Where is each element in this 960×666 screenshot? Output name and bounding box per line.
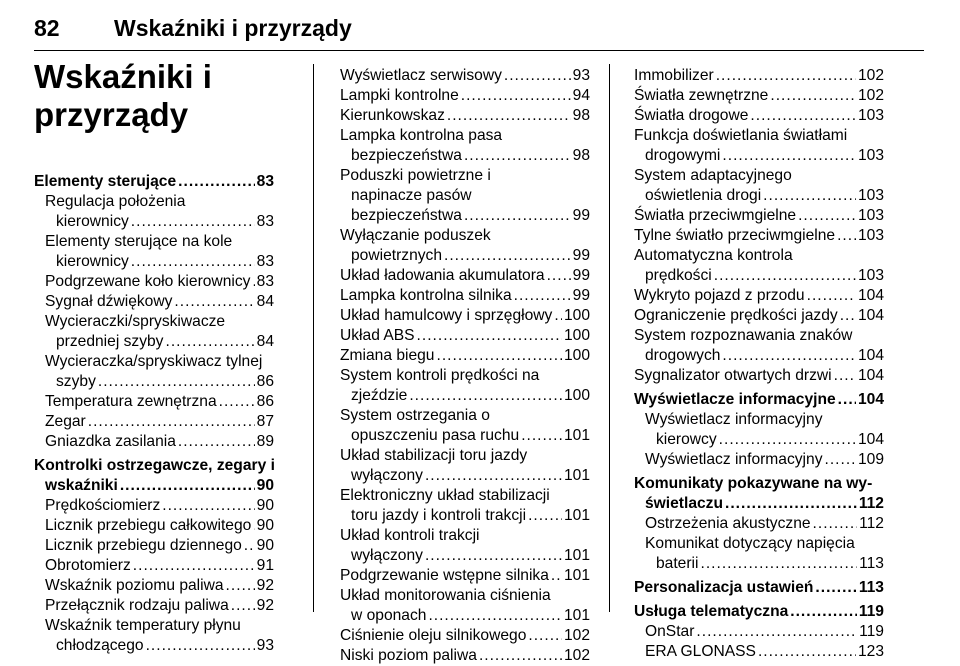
toc-entry-text: Kontrolki ostrzegawcze, zegary i xyxy=(34,457,275,474)
toc-entry[interactable] xyxy=(634,126,884,166)
dot-leader xyxy=(447,106,571,126)
toc-entry[interactable] xyxy=(34,516,274,536)
toc-page-number: 100 xyxy=(563,347,590,364)
toc-chapter-entry[interactable] xyxy=(34,172,274,192)
toc-entry-text: Wyświetlacz serwisowy xyxy=(340,67,502,84)
dot-leader xyxy=(425,546,562,566)
dot-leader xyxy=(244,536,255,556)
toc-entry[interactable] xyxy=(634,286,884,306)
toc-entry-text: Wyłączanie poduszek xyxy=(340,227,491,244)
toc-entry-text: drogowych xyxy=(645,347,721,364)
toc-entry-text: Układ ładowania akumulatora xyxy=(340,267,545,284)
toc-entry-text: Wyświetlacz informacyjny xyxy=(645,411,823,428)
dot-leader xyxy=(88,412,255,432)
toc-entry-text: Podgrzewane koło kierownicy xyxy=(45,273,251,290)
toc-entry-text: Licznik przebiegu całkowitego xyxy=(45,517,252,534)
toc-entry[interactable] xyxy=(340,566,590,586)
toc-entry[interactable] xyxy=(34,192,274,232)
toc-entry[interactable] xyxy=(34,432,274,452)
toc-page-number: 101 xyxy=(563,567,590,584)
dot-leader xyxy=(722,346,856,366)
toc-entry[interactable] xyxy=(340,66,590,86)
toc-page-number: 86 xyxy=(256,393,274,410)
dot-leader xyxy=(750,106,856,126)
toc-entry-text: Lampka kontrolna pasa xyxy=(340,127,503,144)
toc-entry-text: prędkości xyxy=(645,267,712,284)
toc-page-number: 92 xyxy=(256,577,274,594)
toc-page-number: 90 xyxy=(256,537,274,554)
dot-leader xyxy=(219,392,255,412)
toc-page-number: 101 xyxy=(563,427,590,444)
dot-leader xyxy=(758,642,856,662)
toc-page-number: 103 xyxy=(857,107,884,124)
toc-page-number: 99 xyxy=(572,267,590,284)
toc-page-number: 104 xyxy=(857,367,884,384)
toc-entry[interactable] xyxy=(340,106,590,126)
toc-entry[interactable] xyxy=(340,646,590,666)
toc-entry-text: drogowymi xyxy=(645,147,721,164)
toc-entry-text: Automatyczna kontrola xyxy=(634,247,793,264)
dot-leader xyxy=(178,172,254,192)
toc-entry-text: opuszczeniu pasa ruchu xyxy=(351,427,520,444)
toc-entry[interactable] xyxy=(340,166,590,226)
toc-page-number: 89 xyxy=(256,433,274,450)
toc-page-number: 90 xyxy=(256,517,274,534)
toc-entry[interactable] xyxy=(340,86,590,106)
toc-entry[interactable] xyxy=(340,626,590,646)
toc-entry[interactable] xyxy=(34,392,274,412)
toc-page-number: 103 xyxy=(857,207,884,224)
toc-entry-text: Wskaźnik temperatury płynu xyxy=(45,617,241,634)
dot-leader xyxy=(547,266,571,286)
dot-leader xyxy=(425,466,562,486)
toc-page-number: 91 xyxy=(256,557,274,574)
toc-entry-text: zjeździe xyxy=(351,387,408,404)
toc-entry[interactable] xyxy=(340,126,590,166)
dot-leader xyxy=(813,514,858,534)
toc-entry-text: wyłączony xyxy=(351,467,423,484)
toc-entry-text: Komunikat dotyczący napięcia xyxy=(645,535,855,552)
toc-page-number: 119 xyxy=(859,623,884,640)
toc-entry-text: szyby xyxy=(56,373,96,390)
toc-entry-text: Kierunkowskaz xyxy=(340,107,445,124)
toc-column-1 xyxy=(34,58,274,656)
dot-leader xyxy=(461,86,571,106)
toc-entry-text: ERA GLONASS xyxy=(645,643,756,660)
toc-entry[interactable] xyxy=(634,166,884,206)
dot-leader xyxy=(178,432,255,452)
dot-leader xyxy=(174,292,254,312)
toc-page-number: 123 xyxy=(857,643,884,660)
toc-entry-text: Elementy sterujące xyxy=(34,173,177,190)
toc-chapter-entry[interactable] xyxy=(634,602,884,622)
toc-page-number: 84 xyxy=(256,293,274,310)
toc-page-number: 98 xyxy=(572,107,590,124)
toc-entry[interactable] xyxy=(634,246,884,286)
toc-entry-text: Obrotomierz xyxy=(45,557,131,574)
toc-entry-text: kierownicy xyxy=(56,253,129,270)
dot-leader xyxy=(825,450,856,470)
toc-page-number: 112 xyxy=(859,515,884,532)
toc-entry-text: napinacze pasów xyxy=(351,187,472,204)
toc-entry[interactable] xyxy=(634,206,884,226)
toc-entry-text: Wskaźnik poziomu paliwa xyxy=(45,577,224,594)
toc-page-number: 102 xyxy=(857,87,884,104)
toc-entry[interactable] xyxy=(634,86,884,106)
toc-entry-text: Zegar xyxy=(45,413,86,430)
dot-leader xyxy=(714,266,856,286)
toc-page-number: 102 xyxy=(563,647,590,664)
dot-leader xyxy=(838,390,856,410)
dot-leader xyxy=(417,326,562,346)
toc-entry-text: Regulacja położenia xyxy=(45,193,186,210)
toc-entry[interactable] xyxy=(340,286,590,306)
dot-leader xyxy=(554,306,562,326)
dot-leader xyxy=(165,332,254,352)
column-divider xyxy=(313,64,314,612)
dot-leader xyxy=(444,246,571,266)
dot-leader xyxy=(719,430,856,450)
toc-entry[interactable] xyxy=(34,536,274,556)
toc-page-number: 101 xyxy=(563,507,590,524)
toc-entry-text: Zmiana biegu xyxy=(340,347,435,364)
toc-page-number: 104 xyxy=(857,347,884,364)
toc-entry-text: Podgrzewanie wstępne silnika xyxy=(340,567,549,584)
dot-leader xyxy=(504,66,571,86)
toc-entry-text: Gniazdka zasilania xyxy=(45,433,176,450)
dot-leader xyxy=(131,252,255,272)
toc-entry-text: bezpieczeństwa xyxy=(351,207,462,224)
toc-entry[interactable] xyxy=(634,622,884,642)
toc-entry[interactable] xyxy=(34,616,274,656)
toc-page-number: 87 xyxy=(256,413,274,430)
dot-leader xyxy=(464,146,571,166)
toc-entry-text: Układ stabilizacji toru jazdy xyxy=(340,447,528,464)
toc-entry[interactable] xyxy=(340,366,590,406)
toc-entry-text: Elementy sterujące na kole xyxy=(45,233,233,250)
toc-page-number: 104 xyxy=(857,431,884,448)
dot-leader xyxy=(226,576,255,596)
toc-entry[interactable] xyxy=(634,514,884,534)
dot-leader xyxy=(807,286,856,306)
toc-page-number: 83 xyxy=(256,213,274,230)
toc-page-number: 86 xyxy=(256,373,274,390)
toc-page-number: 113 xyxy=(858,579,884,596)
dot-leader xyxy=(98,372,255,392)
toc-entry-text: baterii xyxy=(656,555,699,572)
toc-entry-text: Tylne światło przeciwmgielne xyxy=(634,227,836,244)
toc-entry-text: Układ kontroli trakcji xyxy=(340,527,480,544)
toc-entry-text: Ograniczenie prędkości jazdy xyxy=(634,307,838,324)
toc-entry[interactable] xyxy=(340,486,590,526)
toc-entry[interactable] xyxy=(34,576,274,596)
toc-entry-text: Sygnał dźwiękowy xyxy=(45,293,173,310)
dot-leader xyxy=(763,186,856,206)
toc-page-number: 93 xyxy=(572,67,590,84)
toc-page-number: 100 xyxy=(563,387,590,404)
toc-entry[interactable] xyxy=(634,642,884,662)
toc-entry-text: System rozpoznawania znaków xyxy=(634,327,853,344)
toc-page-number: 104 xyxy=(857,307,884,324)
toc-entry-text: Immobilizer xyxy=(634,67,714,84)
dot-leader xyxy=(798,206,856,226)
dot-leader xyxy=(162,496,254,516)
toc-entry[interactable] xyxy=(634,534,884,574)
toc-entry-text: Wykryto pojazd z przodu xyxy=(634,287,805,304)
toc-entry[interactable] xyxy=(634,410,884,450)
toc-entry-text: Układ ABS xyxy=(340,327,415,344)
toc-entry-text: Światła przeciwmgielne xyxy=(634,207,797,224)
toc-entry-text: OnStar xyxy=(645,623,695,640)
dot-leader xyxy=(409,386,562,406)
toc-entry[interactable] xyxy=(340,446,590,486)
toc-page-number: 102 xyxy=(857,67,884,84)
toc-page-number: 98 xyxy=(572,147,590,164)
toc-chapter-entry[interactable] xyxy=(634,578,884,598)
toc-entry[interactable] xyxy=(634,226,884,246)
toc-page-number: 109 xyxy=(857,451,884,468)
toc-page-number: 94 xyxy=(572,87,590,104)
toc-page-number: 103 xyxy=(857,227,884,244)
toc-page-number: 103 xyxy=(857,267,884,284)
toc-entry[interactable] xyxy=(340,326,590,346)
dot-leader xyxy=(834,366,856,386)
toc-page-number: 100 xyxy=(563,307,590,324)
toc-entry-text: Prędkościomierz xyxy=(45,497,161,514)
toc-entry[interactable] xyxy=(34,352,274,392)
toc-page-number: 83 xyxy=(256,253,274,270)
dot-leader xyxy=(790,602,857,622)
toc-entry-text: Personalizacja ustawień xyxy=(634,579,814,596)
toc-entry-text: przedniej szyby xyxy=(56,333,164,350)
dot-leader xyxy=(521,426,562,446)
toc-page-number: 101 xyxy=(563,547,590,564)
dot-leader xyxy=(231,596,255,616)
toc-entry-text: Światła zewnętrzne xyxy=(634,87,769,104)
toc-page-number: 103 xyxy=(857,187,884,204)
toc-entry[interactable] xyxy=(34,272,274,292)
toc-page-number: 90 xyxy=(256,497,274,514)
toc-page-number: 90 xyxy=(256,477,274,494)
toc-entry[interactable] xyxy=(34,232,274,272)
page-number: 82 xyxy=(34,15,60,41)
toc-entry[interactable] xyxy=(340,226,590,266)
toc-entry-text: System ostrzegania o xyxy=(340,407,490,424)
toc-entry-text: Temperatura zewnętrzna xyxy=(45,393,217,410)
toc-entry[interactable] xyxy=(34,312,274,352)
toc-entry-text: Wycieraczki/spryskiwacze xyxy=(45,313,226,330)
page-header xyxy=(34,14,924,51)
toc-entry-text: System adaptacyjnego xyxy=(634,167,792,184)
dot-leader xyxy=(146,636,255,656)
toc-page-number: 99 xyxy=(572,207,590,224)
toc-page-number: 99 xyxy=(572,247,590,264)
toc-entry-text: Wyświetlacze informacyjne xyxy=(634,391,836,408)
toc-entry-text: chłodzącego xyxy=(56,637,144,654)
toc-chapter-entry[interactable] xyxy=(634,474,884,514)
toc-entry-text: Światła drogowe xyxy=(634,107,749,124)
toc-entry-text: Poduszki powietrzne i xyxy=(340,167,491,184)
toc-entry[interactable] xyxy=(634,106,884,126)
dot-leader xyxy=(436,346,561,366)
toc-entry-text: powietrznych xyxy=(351,247,443,264)
toc-entry-text: System kontroli prędkości na xyxy=(340,367,540,384)
toc-page-number: 100 xyxy=(563,327,590,344)
dot-leader xyxy=(131,212,255,232)
dot-leader xyxy=(464,206,571,226)
toc-page-number: 104 xyxy=(857,391,884,408)
toc-entry[interactable] xyxy=(634,66,884,86)
toc-entry[interactable] xyxy=(340,266,590,286)
dot-leader xyxy=(815,578,856,598)
toc-entry-text: świetlaczu xyxy=(645,495,723,512)
dot-leader xyxy=(514,286,571,306)
toc-chapter-entry[interactable] xyxy=(634,390,884,410)
toc-entry-text: Sygnalizator otwartych drzwi xyxy=(634,367,832,384)
dot-leader xyxy=(528,506,562,526)
toc-page-number: 93 xyxy=(256,637,274,654)
column-divider xyxy=(609,64,610,612)
toc-page-number: 101 xyxy=(563,607,590,624)
dot-leader xyxy=(120,476,255,496)
toc-page-number: 101 xyxy=(563,467,590,484)
toc-entry[interactable] xyxy=(340,306,590,326)
toc-entry[interactable] xyxy=(34,556,274,576)
dot-leader xyxy=(253,516,254,536)
section-title: Wskaźniki i przyrządy xyxy=(114,15,352,41)
toc-page-number: 112 xyxy=(858,495,884,512)
toc-entry-text: Usługa telematyczna xyxy=(634,603,789,620)
toc-page-number: 104 xyxy=(857,287,884,304)
toc-entry[interactable] xyxy=(34,412,274,432)
dot-leader xyxy=(528,626,562,646)
toc-entry-text: Ostrzeżenia akustyczne xyxy=(645,515,811,532)
toc-page-number: 83 xyxy=(256,273,274,290)
toc-entry[interactable] xyxy=(634,450,884,470)
dot-leader xyxy=(428,606,562,626)
dot-leader xyxy=(716,66,856,86)
toc-entry[interactable] xyxy=(340,346,590,366)
toc-entry-text: Funkcja doświetlania światłami xyxy=(634,127,848,144)
toc-column-3 xyxy=(634,66,884,662)
toc-page-number: 83 xyxy=(256,173,274,190)
toc-entry[interactable] xyxy=(634,326,884,366)
toc-entry-text: kierownicy xyxy=(56,213,129,230)
toc-entry[interactable] xyxy=(634,366,884,386)
dot-leader xyxy=(722,146,856,166)
dot-leader xyxy=(837,226,856,246)
toc-entry-text: Układ monitorowania ciśnienia xyxy=(340,587,551,604)
toc-entry-text: Ciśnienie oleju silnikowego xyxy=(340,627,527,644)
toc-page-number: 102 xyxy=(563,627,590,644)
toc-entry-text: wskaźniki xyxy=(45,477,118,494)
toc-entry-text: Lampki kontrolne xyxy=(340,87,459,104)
dot-leader xyxy=(770,86,856,106)
toc-entry-text: wyłączony xyxy=(351,547,423,564)
toc-entry-text: kierowcy xyxy=(656,431,717,448)
toc-entry[interactable] xyxy=(340,526,590,566)
toc-entry-text: toru jazdy i kontroli trakcji xyxy=(351,507,527,524)
dot-leader xyxy=(479,646,562,666)
toc-column-2 xyxy=(340,66,590,666)
toc-entry[interactable] xyxy=(34,496,274,516)
toc-entry-text: Niski poziom paliwa xyxy=(340,647,477,664)
dot-leader xyxy=(252,272,254,292)
dot-leader xyxy=(133,556,255,576)
toc-page-number: 103 xyxy=(857,147,884,164)
toc-entry-text: Lampka kontrolna silnika xyxy=(340,287,512,304)
dot-leader xyxy=(700,554,857,574)
dot-leader xyxy=(551,566,562,586)
toc-page-number: 92 xyxy=(256,597,274,614)
toc-page-number: 99 xyxy=(572,287,590,304)
dot-leader xyxy=(696,622,857,642)
chapter-title: Wskaźniki i przyrządy xyxy=(34,58,212,133)
toc-entry-text: Komunikaty pokazywane na wy- xyxy=(634,475,873,492)
toc-chapter-entry[interactable] xyxy=(34,456,274,496)
toc-entry-text: Wycieraczka/spryskiwacz tylnej xyxy=(45,353,263,370)
toc-page-number: 84 xyxy=(256,333,274,350)
toc-entry[interactable] xyxy=(34,292,274,312)
toc-page-number: 113 xyxy=(859,555,884,572)
dot-leader xyxy=(725,494,857,514)
toc-entry[interactable] xyxy=(340,586,590,626)
toc-entry-text: Wyświetlacz informacyjny xyxy=(645,451,823,468)
toc-entry-text: Układ hamulcowy i sprzęgłowy xyxy=(340,307,553,324)
toc-entry-text: bezpieczeństwa xyxy=(351,147,462,164)
toc-entry-text: Przełącznik rodzaju paliwa xyxy=(45,597,229,614)
toc-entry[interactable] xyxy=(34,596,274,616)
toc-entry-text: w oponach xyxy=(351,607,427,624)
toc-page-number: 119 xyxy=(858,603,884,620)
toc-entry[interactable] xyxy=(340,406,590,446)
dot-leader xyxy=(840,306,856,326)
toc-entry-text: Elektroniczny układ stabilizacji xyxy=(340,487,550,504)
toc-entry[interactable] xyxy=(634,306,884,326)
toc-entry-text: Licznik przebiegu dziennego xyxy=(45,537,242,554)
toc-entry-text: oświetlenia drogi xyxy=(645,187,762,204)
